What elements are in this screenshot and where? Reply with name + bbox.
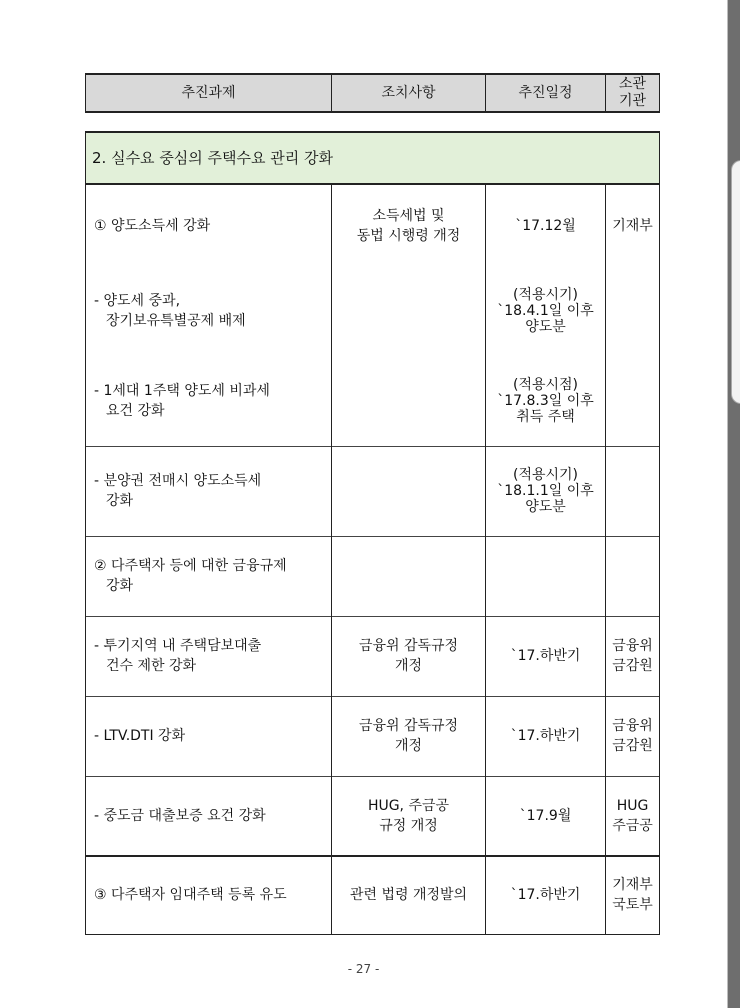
org-cell	[606, 856, 660, 934]
table-row	[86, 616, 660, 696]
action-cell	[332, 856, 486, 934]
org-text: 금융위	[612, 718, 653, 734]
schedule-text: 양도분	[525, 499, 566, 515]
schedule-text: `17.12월	[515, 217, 576, 234]
task-cell	[86, 446, 332, 536]
side-panel-tab[interactable]	[731, 160, 740, 404]
task-text: - 중도금 대출보증 요건 강화	[94, 807, 266, 824]
task-text-continued: 요건 강화	[106, 402, 165, 419]
action-cell	[332, 616, 486, 696]
schedule-cell	[486, 446, 606, 536]
org-text: 기재부	[612, 877, 653, 894]
action-text: 관련 법령 개정발의	[349, 887, 468, 904]
table-row	[86, 184, 660, 266]
task-text: - 1세대 1주택 양도세 비과세	[94, 382, 270, 399]
table-row	[86, 536, 660, 616]
schedule-cell	[486, 356, 606, 446]
org-text: 기재부	[612, 217, 653, 234]
schedule-text: `18.1.1일 이후	[497, 483, 594, 499]
schedule-cell	[486, 696, 606, 776]
schedule-text: `17.9월	[519, 807, 572, 824]
schedule-text: `17.하반기	[510, 728, 581, 744]
task-cell	[86, 536, 332, 616]
org-cell	[606, 266, 660, 356]
table-row	[86, 356, 660, 446]
table-row	[86, 776, 660, 856]
task-cell	[86, 856, 332, 934]
task-text-continued: 강화	[106, 493, 134, 509]
action-cell	[332, 356, 486, 446]
task-text-continued: 강화	[106, 578, 134, 594]
header-schedule: 추진일정	[486, 74, 606, 112]
task-text: - 투기지역 내 주택담보대출	[94, 638, 262, 654]
action-text: 규정 개정	[379, 817, 438, 834]
schedule-text: (적용시기)	[512, 467, 579, 483]
header-org-line2: 기관	[618, 93, 647, 109]
task-cell	[86, 184, 332, 266]
task-text: ① 양도소득세 강화	[94, 217, 211, 234]
org-text: HUG	[616, 797, 649, 814]
header-org-line1: 소관	[618, 76, 647, 92]
org-cell	[606, 696, 660, 776]
task-text-continued: 장기보유특별공제 배제	[106, 313, 246, 329]
task-text-continued: 건수 제한 강화	[106, 658, 197, 674]
org-cell	[606, 446, 660, 536]
schedule-text: 취득 주택	[516, 408, 575, 425]
header-org	[606, 74, 660, 112]
table-row	[86, 696, 660, 776]
table-row	[86, 446, 660, 536]
action-cell	[332, 266, 486, 356]
org-text: 금융위	[612, 638, 653, 654]
policy-table	[85, 131, 660, 935]
task-cell	[86, 776, 332, 856]
schedule-cell	[486, 856, 606, 934]
action-text: 개정	[394, 658, 423, 674]
task-cell	[86, 696, 332, 776]
schedule-cell	[486, 184, 606, 266]
org-cell	[606, 356, 660, 446]
action-cell	[332, 446, 486, 536]
org-text: 국토부	[612, 897, 653, 914]
org-text: 금감원	[612, 738, 653, 754]
schedule-text: (적용시기)	[512, 287, 579, 303]
schedule-text: `17.하반기	[510, 648, 581, 664]
task-text: - LTV.DTI 강화	[94, 728, 186, 744]
org-cell	[606, 536, 660, 616]
org-text: 금감원	[612, 658, 653, 674]
schedule-cell	[486, 616, 606, 696]
table-row	[86, 266, 660, 356]
org-cell	[606, 184, 660, 266]
table-header	[85, 73, 660, 113]
org-cell	[606, 776, 660, 856]
task-text: - 양도세 중과,	[94, 293, 181, 309]
page-number: - 27 -	[347, 962, 380, 976]
task-text: ③ 다주택자 임대주택 등록 유도	[94, 887, 287, 904]
action-text: HUG, 주금공	[367, 797, 450, 814]
task-cell	[86, 356, 332, 446]
action-text: 금융위 감독규정	[358, 638, 459, 654]
schedule-cell	[486, 266, 606, 356]
action-cell	[332, 696, 486, 776]
section-title: 2. 실수요 중심의 주택수요 관리 강화	[86, 132, 660, 184]
org-cell	[606, 616, 660, 696]
header-task: 추진과제	[86, 74, 332, 112]
schedule-text: `17.하반기	[510, 887, 581, 904]
schedule-cell	[486, 536, 606, 616]
task-cell	[86, 616, 332, 696]
action-text: 개정	[394, 738, 423, 754]
header-action: 조치사항	[332, 74, 486, 112]
schedule-text: (적용시점)	[512, 376, 579, 393]
task-cell	[86, 266, 332, 356]
action-text: 소득세법 및	[372, 207, 445, 224]
action-cell	[332, 776, 486, 856]
table-row	[86, 856, 660, 934]
schedule-text: 양도분	[525, 319, 566, 335]
schedule-text: `17.8.3일 이후	[497, 392, 594, 409]
org-text: 주금공	[612, 817, 653, 834]
schedule-text: `18.4.1일 이후	[497, 303, 594, 319]
action-text: 금융위 감독규정	[358, 718, 459, 734]
action-text: 동법 시행령 개정	[356, 227, 461, 244]
task-text: - 분양권 전매시 양도소득세	[94, 473, 262, 489]
task-text: ② 다주택자 등에 대한 금융규제	[94, 558, 287, 574]
schedule-cell	[486, 776, 606, 856]
action-cell	[332, 536, 486, 616]
action-cell	[332, 184, 486, 266]
